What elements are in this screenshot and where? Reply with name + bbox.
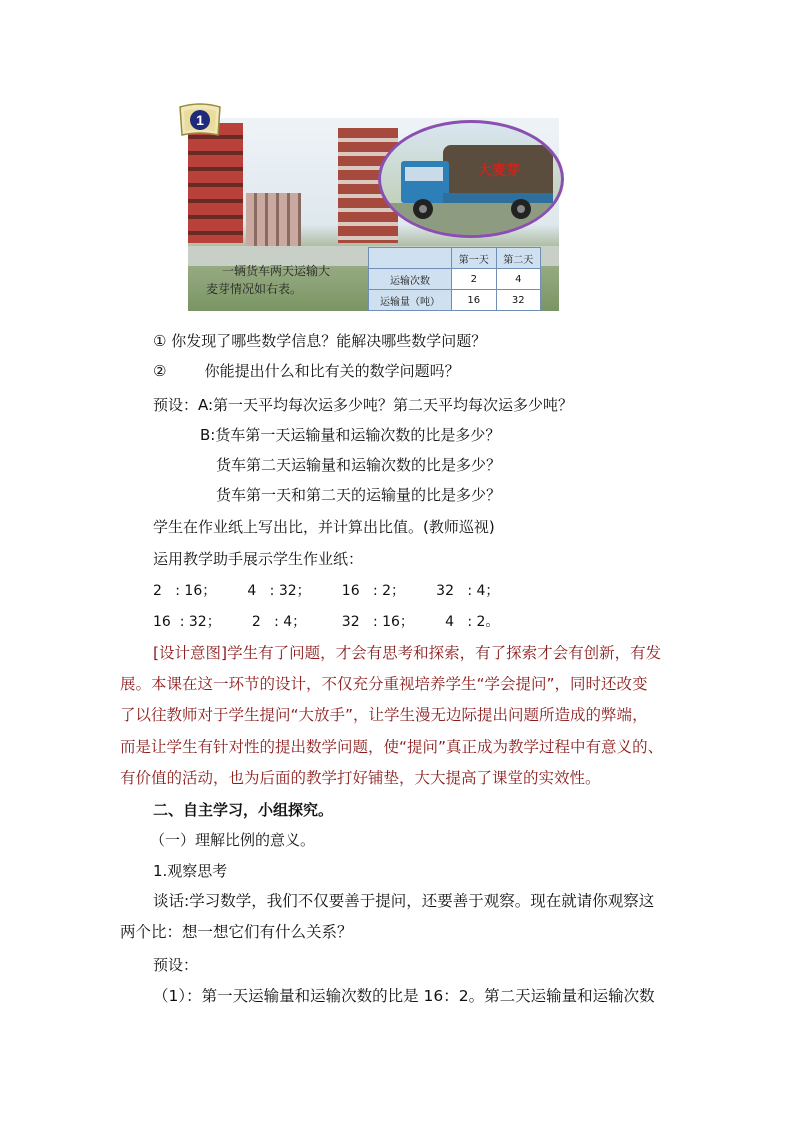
table-header-cell: 第二天	[496, 248, 541, 269]
table-header-cell	[369, 248, 452, 269]
lesson-illustration	[178, 103, 559, 311]
preset-b2: 货车第二天运输量和运输次数的比是多少？	[216, 456, 502, 474]
table-cell: 32	[496, 290, 541, 311]
design-intent-line: [设计意图]学生有了问题，才会有思考和探索，有了探索才会有创新，有发	[153, 644, 662, 662]
design-intent-line: 而是让学生有针对性的提出数学问题，使“提问”真正成为教学过程中有意义的、	[120, 738, 664, 756]
talk-line: 两个比：想一想它们有什么关系？	[120, 923, 353, 941]
design-intent-line: 展。本课在这一环节的设计，不仅充分重视培养学生“学会提问”，同时还改变	[120, 675, 648, 693]
item-heading: 1.观察思考	[153, 862, 228, 880]
preset-b: B:货车第一天运输量和运输次数的比是多少？	[200, 426, 501, 444]
table-cell: 运输次数	[369, 269, 452, 290]
caption-line: 一辆货车两天运输大	[222, 264, 331, 278]
building-mid	[246, 193, 301, 248]
illustration-caption	[206, 262, 372, 298]
sub-heading: （一）理解比例的意义。	[150, 831, 316, 849]
table-cell: 2	[452, 269, 497, 290]
student-task: 学生在作业纸上写出比，并计算出比值。(教师巡视)	[153, 518, 495, 536]
section-heading: 二、自主学习，小组探究。	[153, 801, 334, 819]
design-intent-line: 有价值的活动，也为后面的教学打好铺垫，大大提高了课堂的实效性。	[120, 769, 601, 787]
table-header-cell: 第一天	[452, 248, 497, 269]
design-intent-line: 了以往教师对于学生提问“大放手”，让学生漫无边际提出问题所造成的弊端，	[120, 706, 648, 724]
table-cell: 运输量（吨）	[369, 290, 452, 311]
caption-line: 麦芽情况如右表。	[206, 282, 303, 296]
badge-number: 1	[196, 112, 204, 128]
preset-b3: 货车第一天和第二天的运输量的比是多少？	[216, 486, 502, 504]
truck-photo-frame	[378, 120, 564, 238]
ratio-row: 16 : 32； 2 : 4； 32 : 16； 4 : 2。	[153, 614, 500, 630]
table-row	[369, 290, 541, 311]
table-cell: 4	[496, 269, 541, 290]
question-2: ② 你能提出什么和比有关的数学问题吗？	[153, 362, 460, 380]
table-cell: 16	[452, 290, 497, 311]
talk-line: 谈话:学习数学，我们不仅要善于提问，还要善于观察。现在就请你观察这	[153, 892, 655, 910]
question-1: ① 你发现了哪些数学信息？能解决哪些数学问题？	[153, 332, 487, 350]
building-left	[188, 123, 243, 243]
number-badge-icon	[178, 103, 222, 137]
truck-sign-text: 大麦芽	[478, 163, 520, 179]
table-row	[369, 269, 541, 290]
preset-label: 预设：	[153, 956, 199, 974]
preset-line: （1）：第一天运输量和运输次数的比是 16：2。第二天运输量和运输次数	[153, 987, 655, 1005]
ratio-row: 2 : 16； 4 : 32； 16 : 2； 32 : 4；	[153, 583, 500, 599]
transport-table	[368, 247, 541, 311]
table-header-row	[369, 248, 541, 269]
teaching-assistant-line: 运用教学助手展示学生作业纸：	[153, 550, 364, 568]
preset-a: 预设：A:第一天平均每次运多少吨？第二天平均每次运多少吨？	[153, 396, 574, 414]
truck-icon	[381, 123, 561, 235]
